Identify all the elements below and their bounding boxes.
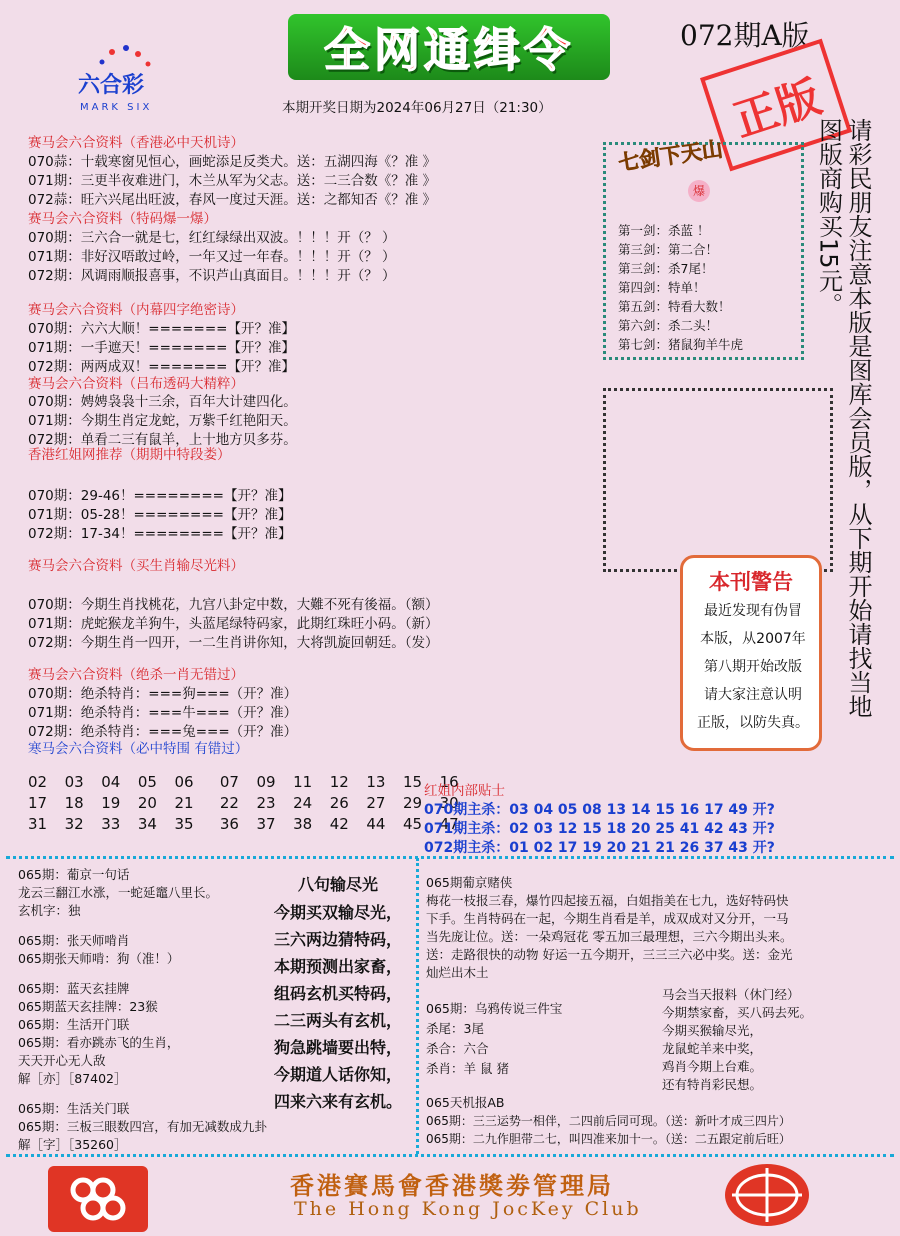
text-line: 070期：29-46！========【开？准】 <box>28 488 292 504</box>
list-item: 第六剑：杀二头！ <box>618 318 719 333</box>
section-title: 赛马会六合资料（香港必中天机诗） <box>28 135 244 151</box>
list-item: 第三剑：杀7尾！ <box>618 261 714 276</box>
poem-line: 组码玄机买特码， <box>273 984 402 1003</box>
text-line: 065期：生活关门联 <box>18 1101 130 1116</box>
text-line: 065期：看亦跳赤飞的生肖， <box>18 1035 180 1050</box>
text-line: 065期张天师啃：狗（准！） <box>18 951 180 966</box>
poem-line: 四来六来有玄机。 <box>273 1092 402 1111</box>
text-line: 070蒜：十载寒窗见恒心，画蛇添足反类犬。送：五湖四海《？准 》 <box>28 154 437 170</box>
tip-line: 070期主杀：03 04 05 08 13 14 15 16 17 49 开? <box>424 802 775 818</box>
warning-line: 最近发现有伪冒 <box>704 603 802 619</box>
text-line: 065期：生活开门联 <box>18 1017 130 1032</box>
draw-date: 本期开奖日期为2024年06月27日（21:30） <box>282 100 552 116</box>
text-line: 070期：三六合一就是七，红红绿绿出双波。！！！开（？ ） <box>28 230 396 246</box>
text-line: 065期：三板三眼数四宫，有加无减数成九卦 <box>18 1119 267 1134</box>
hkjc-logo-right <box>722 1162 812 1228</box>
text-line: 天天开心无人敌 <box>18 1053 106 1068</box>
section-title: 赛马会六合资料（买生肖输尽光料） <box>28 558 244 574</box>
warning-line: 正版，以防失真。 <box>697 715 809 731</box>
text-line: 解［亦］［87402］ <box>18 1071 127 1086</box>
blank-box <box>603 388 833 572</box>
tip-line: 071期主杀：02 03 12 15 18 20 25 41 42 43 开? <box>424 821 775 837</box>
text-line: 071期：绝杀特肖：===牛===（开？准） <box>28 705 298 721</box>
text-line: 065期：三三运势一相伴，二四前后同可现。（送：新叶才成三四片） <box>426 1114 791 1128</box>
warning-box <box>680 555 822 751</box>
section-title: 香港红姐网推荐（期期中特段娄） <box>28 447 231 463</box>
text-line: 070期：今期生肖找桃花，九宫八卦定中数，大難不死有後福。（额） <box>28 597 439 613</box>
text-line: 072期：今期生肖一四开，一二生肖讲你知，大将凯旋回朝廷。（发） <box>28 635 439 651</box>
text-line: 071期：05-28！========【开？准】 <box>28 507 292 523</box>
burst-badge: 爆 <box>688 180 710 202</box>
side-notice: 请彩民朋友注意本版是图库会员版，从下期开始请找当地图版商购买15元。 <box>814 118 872 718</box>
text-line: 梅花一枝报三春，爆竹四起接五福，白姐指美在七九，选好特码快 <box>426 893 789 908</box>
text-line: 065期蓝天玄挂牌：23猴 <box>18 999 158 1014</box>
text-line: 今期买猴输尽光， <box>662 1023 763 1038</box>
text-line: 065期：葡京一句话 <box>18 867 130 882</box>
text-line: 065期：二九作胆带二七，叫四准来加十一。（送：二五跟定前后旺） <box>426 1132 791 1146</box>
logo-en: MARK SIX <box>80 102 153 113</box>
poem-title: 八句输尽光 <box>297 875 378 894</box>
section-title: 马会当天报料（休门经） <box>662 987 800 1002</box>
poem-line: 本期预测出家畜， <box>273 957 402 976</box>
section-title: 赛马会六合资料（绝杀一肖无错过） <box>28 667 244 683</box>
text-line: 龙鼠蛇羊来中奖， <box>662 1041 763 1056</box>
hkjc-logo-left <box>48 1166 148 1232</box>
text-line: 071期：虎蛇猴龙羊狗牛，头蓝尾绿特码家，此期红珠旺小码。（新） <box>28 616 439 632</box>
list-item: 第五剑：特看大数！ <box>618 299 731 314</box>
warning-line: 请大家注意认明 <box>704 687 802 703</box>
text-line: 当先庞让位。送：一朵鸡冠花 零五加三最理想，三六今期出头来。 <box>426 929 793 944</box>
section-title: 065期：乌鸦传说三件宝 <box>426 1001 563 1016</box>
text-line: 龙云三翻江水涨，一蛇延竈八里长。 <box>18 885 219 900</box>
text-line: 072期：单看二三有鼠羊，上十地方贝多芬。 <box>28 432 297 448</box>
warning-line: 第八期开始改版 <box>704 659 802 675</box>
issue-version: 072期A版 <box>680 19 810 52</box>
section-title: 赛马会六合资料（内幕四字绝密诗） <box>28 302 244 318</box>
text-line: 灿烂出木土 <box>426 965 489 980</box>
number-row: 02 03 04 05 06 07 09 11 12 13 15 16 <box>28 773 459 791</box>
section-title: 065天机报AB <box>426 1095 505 1110</box>
text-line: 071期：今期生肖定龙蛇，万紫千红艳阳天。 <box>28 413 297 429</box>
poem-line: 三六两边猜特码， <box>273 930 402 949</box>
text-line: 072期：风调雨顺报喜事，不识芦山真面目。！！！开（？ ） <box>28 268 396 284</box>
footer-cn: 香港賽馬會香港獎劵管理局 <box>290 1172 614 1200</box>
text-line: 今期禁家畜，买八码去死。 <box>662 1005 813 1020</box>
text-line: 杀合：六合 <box>426 1041 489 1056</box>
text-line: 杀尾：3尾 <box>426 1021 484 1036</box>
text-line: 065期：张天师啃肖 <box>18 933 130 948</box>
genuine-stamp: 正版 <box>700 39 852 172</box>
text-line: 071期：非好汉唔敢过岭，一年又过一年春。！！！开（？ ） <box>28 249 396 265</box>
text-line: 071期：一手遮天！=======【开？准】 <box>28 340 295 356</box>
mark-six-logo <box>72 44 192 114</box>
section-title: 红姐内部贴士 <box>424 783 505 799</box>
text-line: 065期：蓝天玄挂牌 <box>18 981 130 996</box>
divider <box>6 1154 894 1157</box>
warning-title: 本刊警告 <box>709 570 793 594</box>
footer-en: The Hong Kong JocKey Club <box>294 1198 642 1220</box>
seven-swords-title: 七剑下天山 <box>616 136 725 176</box>
warning-line: 本版，从2007年 <box>700 631 806 647</box>
section-title: 赛马会六合资料（特码爆一爆） <box>28 211 217 227</box>
poem-line: 二三两头有玄机， <box>273 1011 402 1030</box>
text-line: 070期：六六大顺！=======【开？准】 <box>28 321 295 337</box>
poem-line: 狗急跳墙要出特， <box>273 1038 402 1057</box>
poem-line: 今期道人话你知， <box>273 1065 402 1084</box>
divider <box>6 856 894 859</box>
list-item: 第三剑：第二合！ <box>618 242 719 257</box>
number-row: 17 18 19 20 21 22 23 24 26 27 29 30 <box>28 794 459 812</box>
section-title: 065期葡京赌侠 <box>426 875 513 890</box>
text-line: 070期：娉娉袅袅十三余，百年大计建四化。 <box>28 394 297 410</box>
text-line: 还有特肖彩民想。 <box>662 1077 763 1092</box>
list-item: 第四剑：特单！ <box>618 280 706 295</box>
text-line: 解［字］［35260］ <box>18 1137 127 1152</box>
poem-line: 今期买双输尽光， <box>273 903 402 922</box>
list-item: 第七剑：猪鼠狗羊牛虎 <box>618 337 744 352</box>
text-line: 070期：绝杀特肖：===狗===（开？准） <box>28 686 298 702</box>
section-title: 赛马会六合资料（吕布透码大精粹） <box>28 376 244 392</box>
section-title: 寒马会六合资料（必中特围 有错过） <box>28 741 249 757</box>
text-line: 杀肖：羊 鼠 猪 <box>426 1061 509 1076</box>
list-item: 第一剑：杀蓝 ！ <box>618 223 710 238</box>
text-line: 下手。生肖特码在一起，今期生肖看是羊，成双成对又分开，一马 <box>426 911 789 926</box>
text-line: 鸡肖今期上台难。 <box>662 1059 763 1074</box>
text-line: 071期：三更半夜难进门，木兰从军为父志。送：二三合数《？准 》 <box>28 173 437 189</box>
text-line: 072期：两两成双！=======【开？准】 <box>28 359 295 375</box>
tip-line: 072期主杀：01 02 17 19 20 21 21 26 37 43 开? <box>424 840 775 856</box>
number-row: 31 32 33 34 35 36 37 38 42 44 45 47 <box>28 815 459 833</box>
text-line: 玄机字：独 <box>18 903 81 918</box>
text-line: 072期：17-34！========【开？准】 <box>28 526 292 542</box>
logo-cn: 六合彩 <box>78 73 145 98</box>
page-title: 全网通缉令 <box>288 14 610 80</box>
text-line: 072期：绝杀特肖：===兔===（开？准） <box>28 724 298 740</box>
text-line: 072蒜：旺六兴尾出旺波，春风一度过天涯。送：之都知否《？准 》 <box>28 192 437 208</box>
text-line: 送：走路很快的动物 好运一五今期开，三三三六必中奖。送：金光 <box>426 947 793 962</box>
